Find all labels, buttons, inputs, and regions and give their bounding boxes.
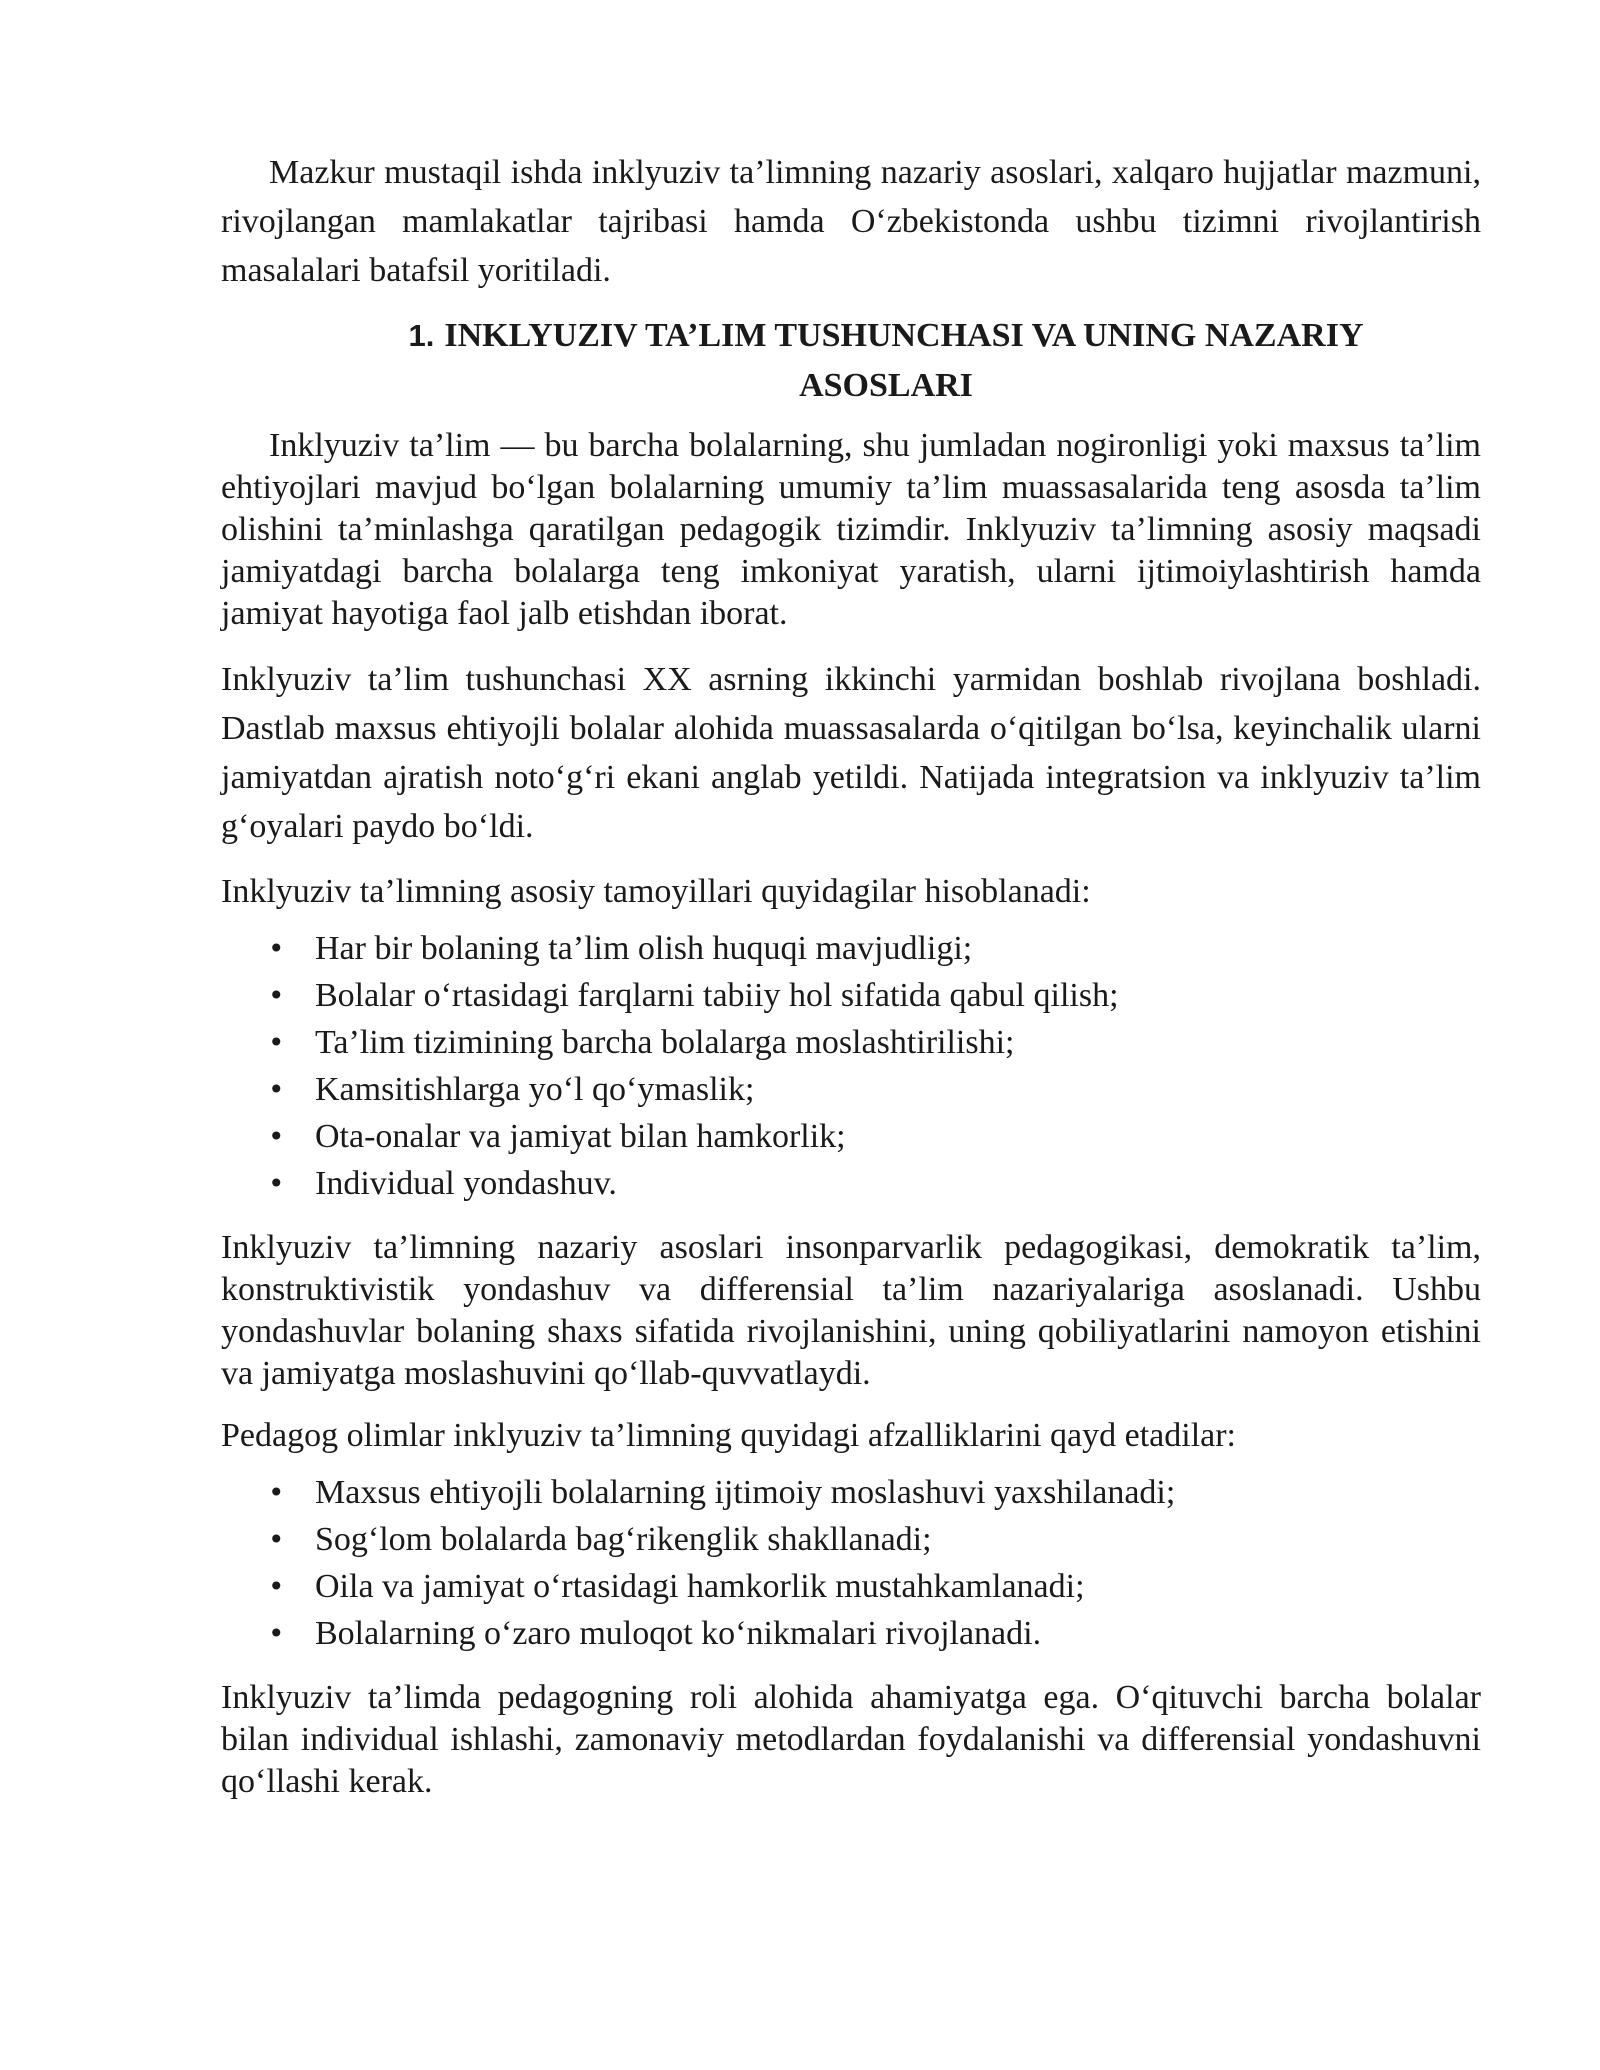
teacher-role-paragraph: Inklyuziv ta’limda pedagogning roli alohida ahamiyatga ega. O‘qituvchi barcha bolalar bilan individual ishlashi, zamonaviy metodlardan foydalanishi va differensial yondashuvni qo‘llashi kerak. bbox=[221, 1679, 1481, 1800]
list-item: • Ota-onalar va jamiyat bilan hamkorlik; bbox=[221, 1113, 1481, 1160]
history-paragraph: Inklyuziv ta’lim tushunchasi XX asrning ikkinchi yarmidan boshlab rivojlana boshladi. Dastlab maxsus ehtiyojli bolalar alohida muassasalarda o‘qitilgan bo‘lsa, keyinchalik ularni jamiyatdan ajratish noto‘g‘ri ekani anglab yetildi. Natijada integratsion va inklyuziv ta’lim g‘oyalari paydo bo‘ldi. bbox=[221, 661, 1481, 845]
definition-paragraph: Inklyuziv ta’lim — bu barcha bolalarning, shu jumladan nogironligi yoki maxsus ta’lim ehtiyojlari mavjud bo‘lgan bolalarning umumiy ta’lim muassasalarida teng asosda ta’lim olishini ta’minlashga qaratilgan pedagogik tizimdir. Inklyuziv ta’limning asosiy maqsadi jamiyatdagi barcha bolalarga teng imkoniyat yaratish, ularni ijtimoiylashtirish hamda jamiyat hayotiga faol jalb etishdan iborat. bbox=[221, 427, 1481, 632]
advantages-intro-paragraph: Pedagog olimlar inklyuziv ta’limning quyidagi afzalliklarini qayd etadilar: bbox=[221, 1417, 1237, 1454]
list-item: • Har bir bolaning ta’lim olish huquqi mavjudligi; bbox=[221, 925, 1481, 972]
section-title-line1: INKLYUZIV TA’LIM TUSHUNCHASI VA UNING NAZARIY bbox=[444, 317, 1364, 354]
bullet-icon: • bbox=[268, 1167, 285, 1200]
list-item: • Maxsus ehtiyojli bolalarning ijtimoiy moslashuvi yaxshilanadi; bbox=[221, 1469, 1481, 1516]
principles-list bbox=[221, 925, 1481, 1207]
bullet-icon: • bbox=[268, 1523, 285, 1556]
list-item: • Sog‘lom bolalarda bag‘rikenglik shakllanadi; bbox=[221, 1516, 1481, 1563]
document-page bbox=[221, 148, 1481, 1803]
list-item: • Kamsitishlarga yo‘l qo‘ymaslik; bbox=[221, 1066, 1481, 1113]
bullet-icon: • bbox=[268, 1476, 285, 1509]
list-item: • Oila va jamiyat o‘rtasidagi hamkorlik mustahkamlanadi; bbox=[221, 1563, 1481, 1610]
section-title-line2: ASOSLARI bbox=[799, 367, 973, 404]
list-item: • Individual yondashuv. bbox=[221, 1160, 1481, 1207]
bullet-icon: • bbox=[268, 1026, 285, 1059]
intro-paragraph: Mazkur mustaqil ishda inklyuziv ta’limning nazariy asoslari, xalqaro hujjatlar mazmuni, rivojlangan mamlakatlar tajribasi hamda O‘zbekistonda ushbu tizimni rivojlantirish masalalari batafsil yoritiladi. bbox=[221, 154, 1481, 289]
advantages-list bbox=[221, 1469, 1481, 1657]
bullet-icon: • bbox=[268, 979, 285, 1012]
list-item: • Bolalarning o‘zaro muloqot ko‘nikmalari rivojlanadi. bbox=[221, 1610, 1481, 1657]
theory-paragraph: Inklyuziv ta’limning nazariy asoslari insonparvarlik pedagogikasi, demokratik ta’lim, konstruktivistik yondashuv va differensial ta’lim nazariyalariga asoslanadi. Ushbu yondashuvlar bolaning shaxs sifatida rivojlanishini, uning qobiliyatlarini namoyon etishini va jamiyatga moslashuvini qo‘llab-quvvatlaydi. bbox=[221, 1229, 1481, 1392]
section-number: 1. bbox=[408, 318, 435, 353]
bullet-icon: • bbox=[268, 1617, 285, 1650]
bullet-icon: • bbox=[268, 1570, 285, 1603]
bullet-icon: • bbox=[268, 932, 285, 965]
list-item: • Bolalar o‘rtasidagi farqlarni tabiiy hol sifatida qabul qilish; bbox=[221, 972, 1481, 1019]
principles-intro-paragraph: Inklyuziv ta’limning asosiy tamoyillari quyidagilar hisoblanadi: bbox=[221, 873, 1091, 910]
list-item: • Ta’lim tizimining barcha bolalarga moslashtirilishi; bbox=[221, 1019, 1481, 1066]
section-heading bbox=[221, 311, 1481, 411]
bullet-icon: • bbox=[268, 1120, 285, 1153]
bullet-icon: • bbox=[268, 1073, 285, 1106]
